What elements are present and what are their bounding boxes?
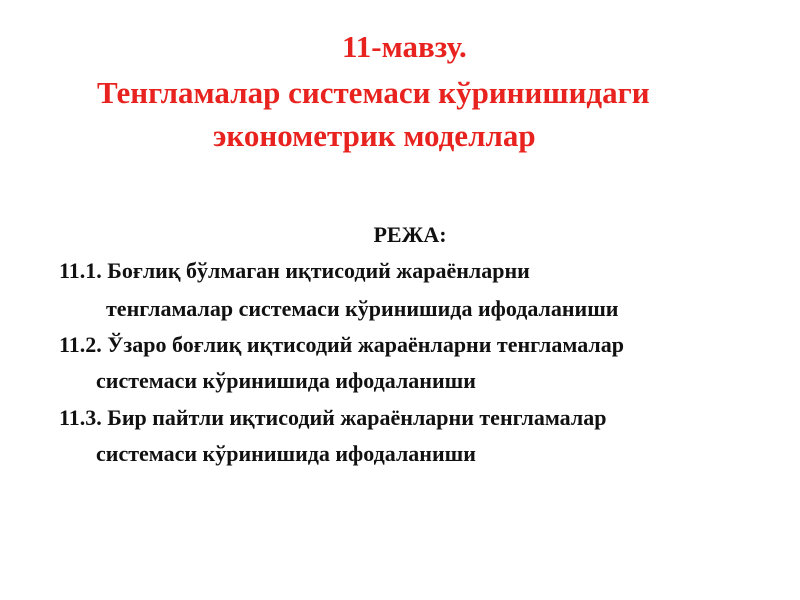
plan-item-1-line-2: тенгламалар системаси кўринишида ифодаланиши	[106, 296, 619, 321]
plan-item-1-line-1: 11.1. Боғлиқ бўлмаган иқтисодий жараёнларни	[59, 258, 530, 283]
title-line-2: Тенгламалар системаси кўринишидаги	[97, 75, 650, 110]
plan-item-2-line-1: 11.2. Ўзаро боғлиқ иқтисодий жараёнларни тенгламалар	[59, 332, 624, 357]
title-topic-number: 11-мавзу.	[342, 29, 467, 64]
plan-item-2-line-2: системаси кўринишида ифодаланиши	[96, 368, 476, 393]
plan-item-3-line-1: 11.3. Бир пайтли иқтисодий жараёнларни тенгламалар	[59, 405, 607, 430]
plan-item-3-line-2: системаси кўринишида ифодаланиши	[96, 441, 476, 466]
title-line-3: эконометрик моделлар	[213, 118, 536, 153]
plan-heading: РЕЖА:	[373, 222, 447, 247]
